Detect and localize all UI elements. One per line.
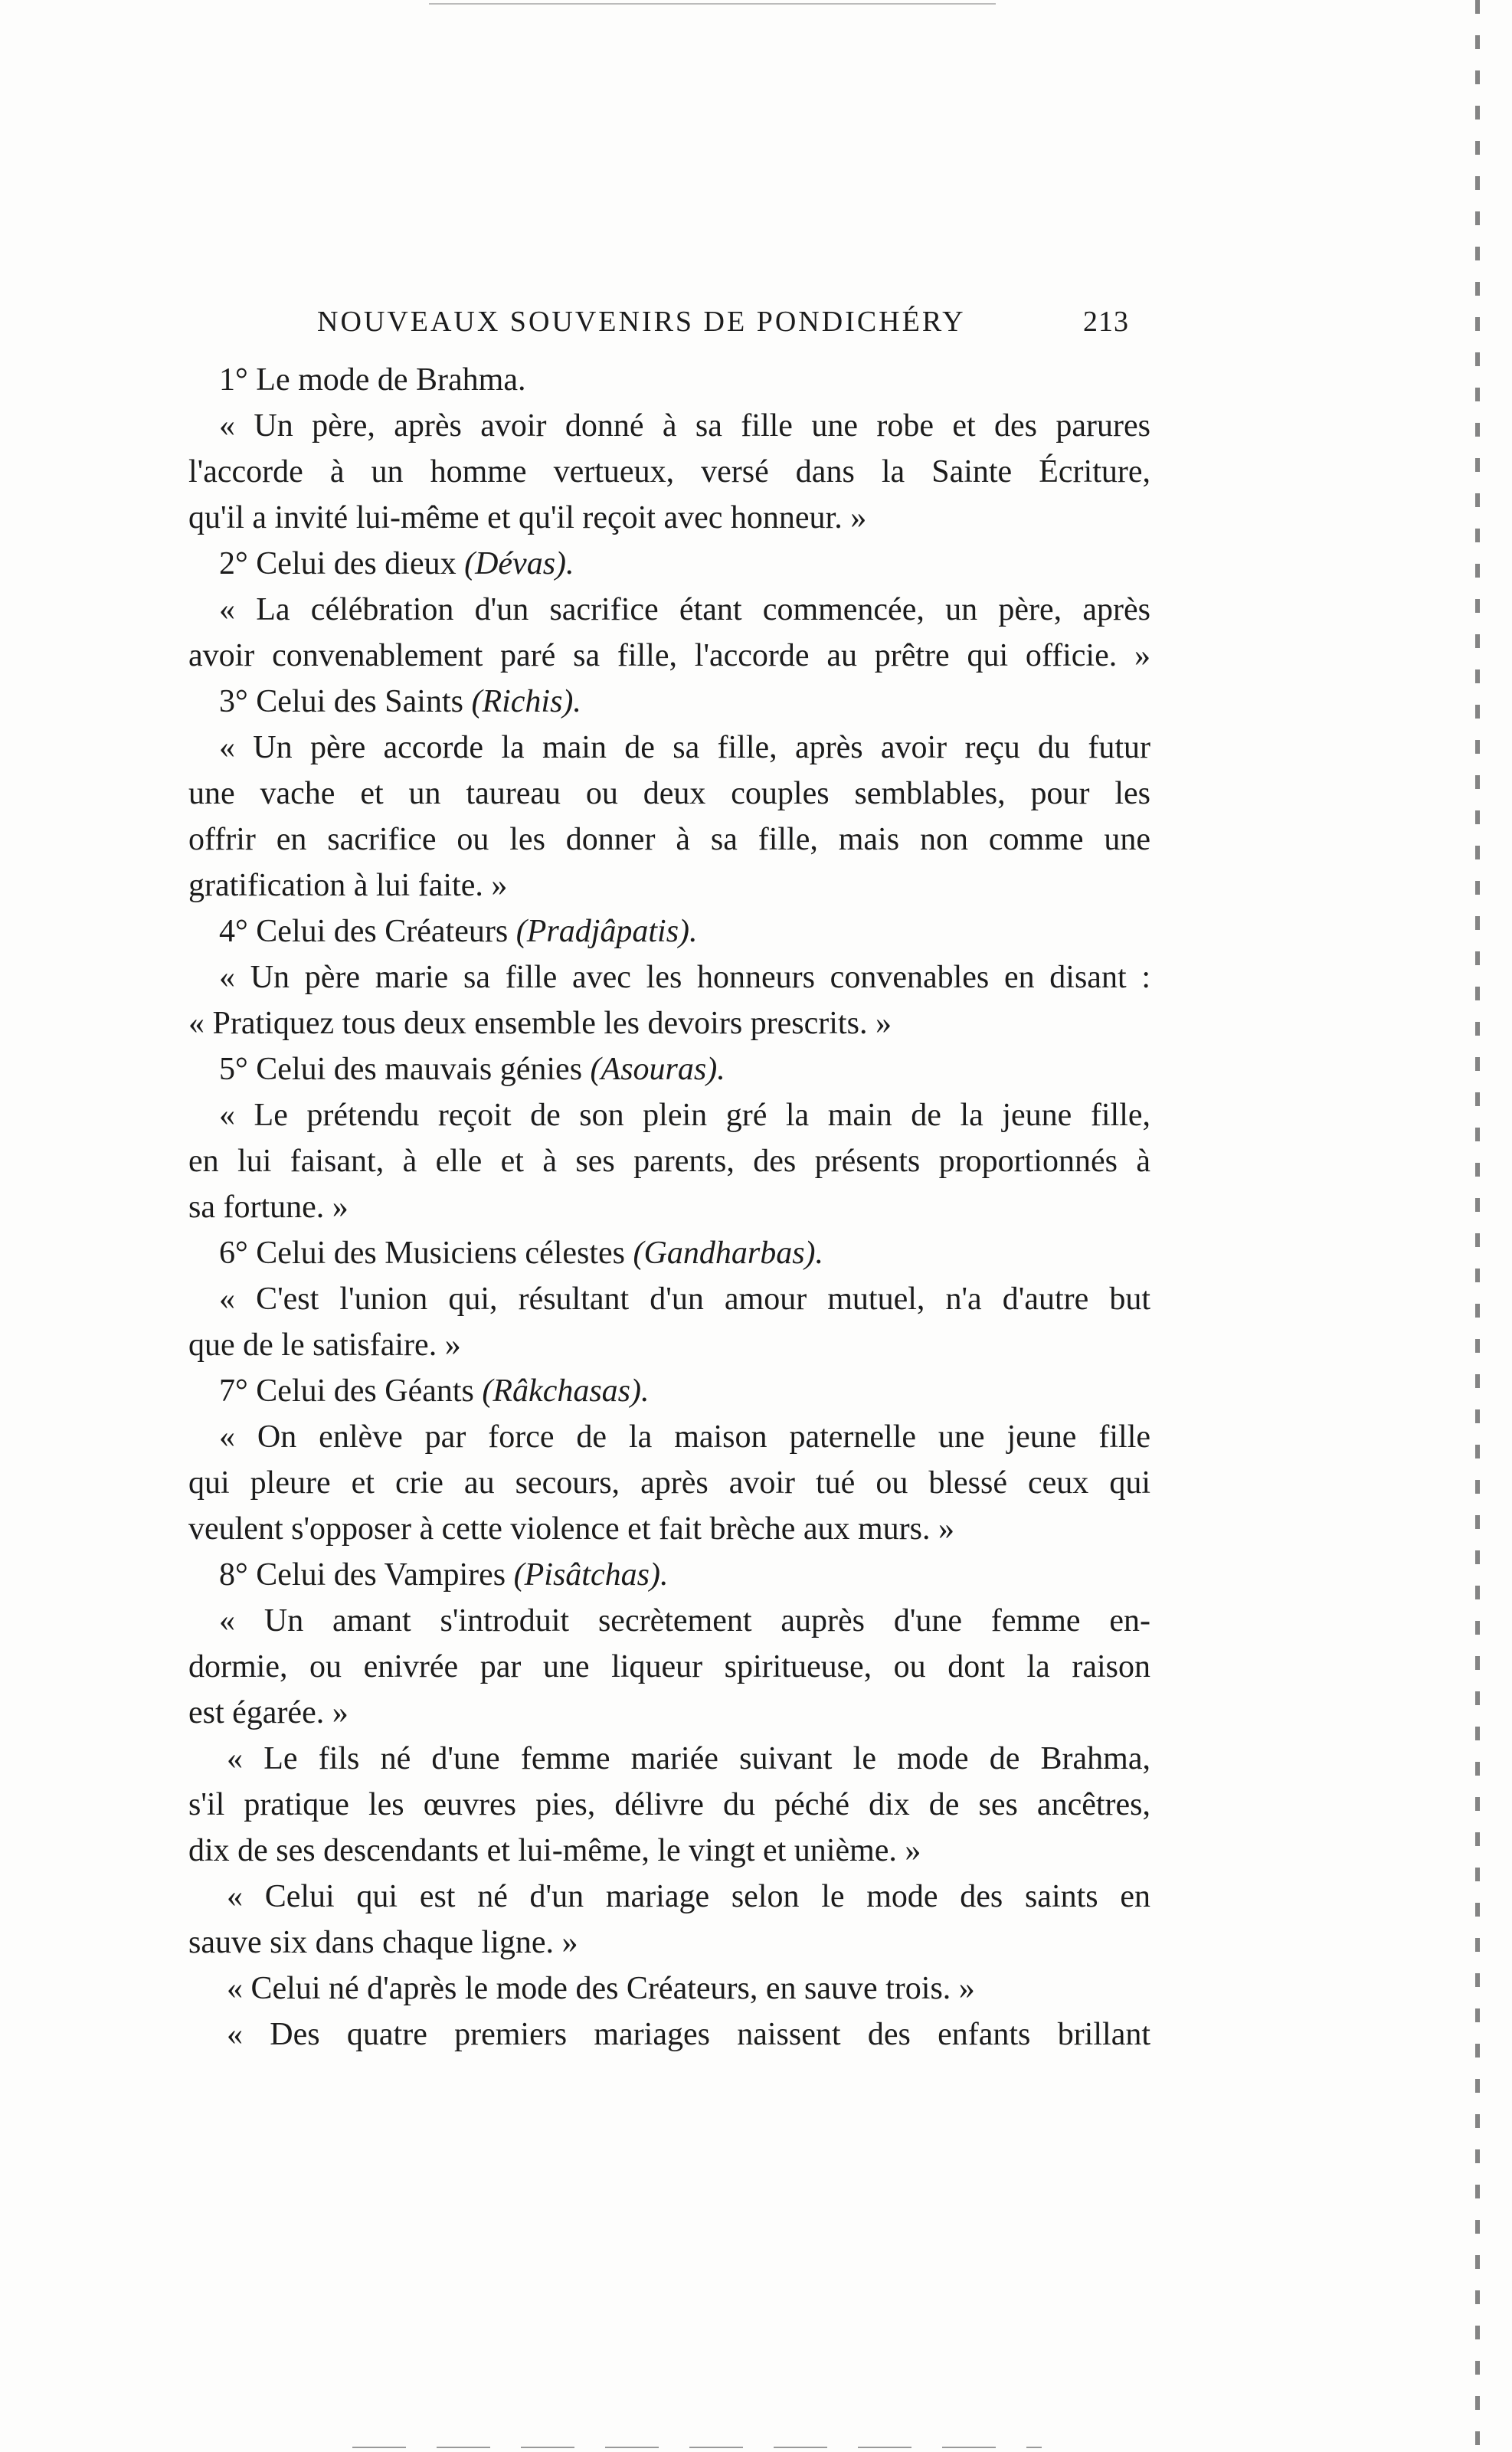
text-line-content: qui pleure et crie au secours, après avoir tué ou blessé ceux qui [188, 1465, 1150, 1501]
text-line-content: « Le prétendu reçoit de son plein gré la main de la jeune fille, [219, 1098, 1150, 1133]
text-line [188, 1644, 1150, 1690]
top-scan-line [429, 3, 996, 5]
text-line-content: veulent s'opposer à cette violence et fait brèche aux murs. » [188, 1511, 955, 1547]
text-line [188, 679, 1150, 725]
text-line [188, 495, 1150, 541]
text-line [188, 908, 1150, 954]
text-line-content: que de le satisfaire. » [188, 1327, 461, 1363]
text-line [188, 1322, 1150, 1368]
text-line-content: « Un amant s'introduit secrètement auprès d'une femme en- [219, 1603, 1150, 1638]
text-line [188, 403, 1150, 449]
text-line [188, 1276, 1150, 1322]
text-line-content: offrir en sacrifice ou les donner à sa fille, mais non comme une [188, 822, 1150, 857]
text-line [188, 1506, 1150, 1552]
text-line [188, 541, 1150, 587]
italic-term: (Pradjâpatis). [515, 914, 698, 949]
text-line-content: 7° Celui des Géants [219, 1373, 483, 1409]
text-line-content: 8° Celui des Vampires [219, 1557, 514, 1593]
page-edge-shadow [1475, 0, 1480, 2452]
italic-term: (Râkchasas). [482, 1373, 650, 1409]
text-line-content: « Le fils né d'une femme mariée suivant le mode de Brahma, [227, 1741, 1150, 1776]
text-line-content: 1° Le mode de Brahma. [219, 362, 526, 398]
text-line-content: l'accorde à un homme vertueux, versé dans la Sainte Écriture, [188, 454, 1150, 489]
text-line [188, 1230, 1150, 1276]
text-line-content: 6° Celui des Musiciens célestes [219, 1236, 633, 1271]
running-header [317, 305, 1129, 345]
italic-term: (Richis). [471, 684, 581, 719]
text-line [188, 1414, 1150, 1460]
text-line [188, 1966, 1150, 2012]
text-line [188, 1920, 1150, 1966]
text-line [188, 863, 1150, 908]
text-line [188, 1368, 1150, 1414]
text-line-content: « Celui né d'après le mode des Créateurs, en sauve trois. » [227, 1971, 975, 2006]
text-line-content: s'il pratique les œuvres pies, délivre du péché dix de ses ancêtres, [188, 1787, 1150, 1822]
running-title: NOUVEAUX SOUVENIRS DE PONDICHÉRY [317, 306, 966, 338]
bottom-scan-line [352, 2447, 1042, 2448]
text-line-content: dormie, ou enivrée par une liqueur spiritueuse, ou dont la raison [188, 1649, 1150, 1684]
text-line [188, 1184, 1150, 1230]
text-line [188, 1690, 1150, 1736]
text-line-content: sauve six dans chaque ligne. » [188, 1925, 578, 1960]
text-line-content: gratification à lui faite. » [188, 868, 508, 903]
text-line-content: « C'est l'union qui, résultant d'un amour mutuel, n'a d'autre but [219, 1282, 1150, 1317]
text-line-content: sa fortune. » [188, 1190, 349, 1225]
body-text [188, 357, 1150, 2058]
text-line-content: « Un père accorde la main de sa fille, après avoir reçu du futur [219, 730, 1150, 765]
text-line-content: « On enlève par force de la maison paternelle une jeune fille [219, 1419, 1150, 1455]
text-line [188, 817, 1150, 863]
text-line [188, 954, 1150, 1000]
text-line-content: « Un père marie sa fille avec les honneurs convenables en disant : [219, 960, 1150, 995]
text-line [188, 1460, 1150, 1506]
text-line [188, 1092, 1150, 1138]
text-line [188, 1874, 1150, 1920]
text-line [188, 2012, 1150, 2058]
text-line-content: en lui faisant, à elle et à ses parents, des présents proportionnés à [188, 1144, 1150, 1179]
text-line [188, 1782, 1150, 1828]
text-line-content: « Celui qui est né d'un mariage selon le mode des saints en [227, 1879, 1150, 1914]
italic-term: (Pisâtchas). [513, 1557, 669, 1593]
text-line [188, 1736, 1150, 1782]
text-line-content: 5° Celui des mauvais génies [219, 1052, 591, 1087]
text-line [188, 1552, 1150, 1598]
text-line [188, 1828, 1150, 1874]
italic-term: (Asouras). [590, 1052, 725, 1087]
text-line-content: « Pratiquez tous deux ensemble les devoirs prescrits. » [188, 1006, 892, 1041]
text-line [188, 725, 1150, 771]
text-line-content: « La célébration d'un sacrifice étant commencée, un père, après [219, 592, 1150, 627]
page-number: 213 [1083, 306, 1129, 338]
text-line-content: 4° Celui des Créateurs [219, 914, 516, 949]
italic-term: (Gandharbas). [633, 1236, 824, 1271]
text-line [188, 449, 1150, 495]
text-line [188, 1046, 1150, 1092]
text-line-content: 2° Celui des dieux [219, 546, 465, 581]
text-line [188, 1598, 1150, 1644]
text-line-content: « Un père, après avoir donné à sa fille une robe et des parures [219, 408, 1150, 444]
text-line-content: qu'il a invité lui-même et qu'il reçoit avec honneur. » [188, 500, 867, 535]
text-line [188, 1000, 1150, 1046]
text-line-content: avoir convenablement paré sa fille, l'accorde au prêtre qui officie. » [188, 638, 1150, 673]
text-line [188, 357, 1150, 403]
text-line-content: est égarée. » [188, 1695, 349, 1730]
text-line [188, 633, 1150, 679]
text-line [188, 771, 1150, 817]
italic-term: (Dévas). [464, 546, 574, 581]
text-line [188, 587, 1150, 633]
text-line-content: une vache et un taureau ou deux couples semblables, pour les [188, 776, 1150, 811]
text-line-content: 3° Celui des Saints [219, 684, 472, 719]
text-line-content: « Des quatre premiers mariages naissent des enfants brillant [227, 2017, 1150, 2052]
text-line [188, 1138, 1150, 1184]
text-line-content: dix de ses descendants et lui-même, le vingt et unième. » [188, 1833, 921, 1868]
